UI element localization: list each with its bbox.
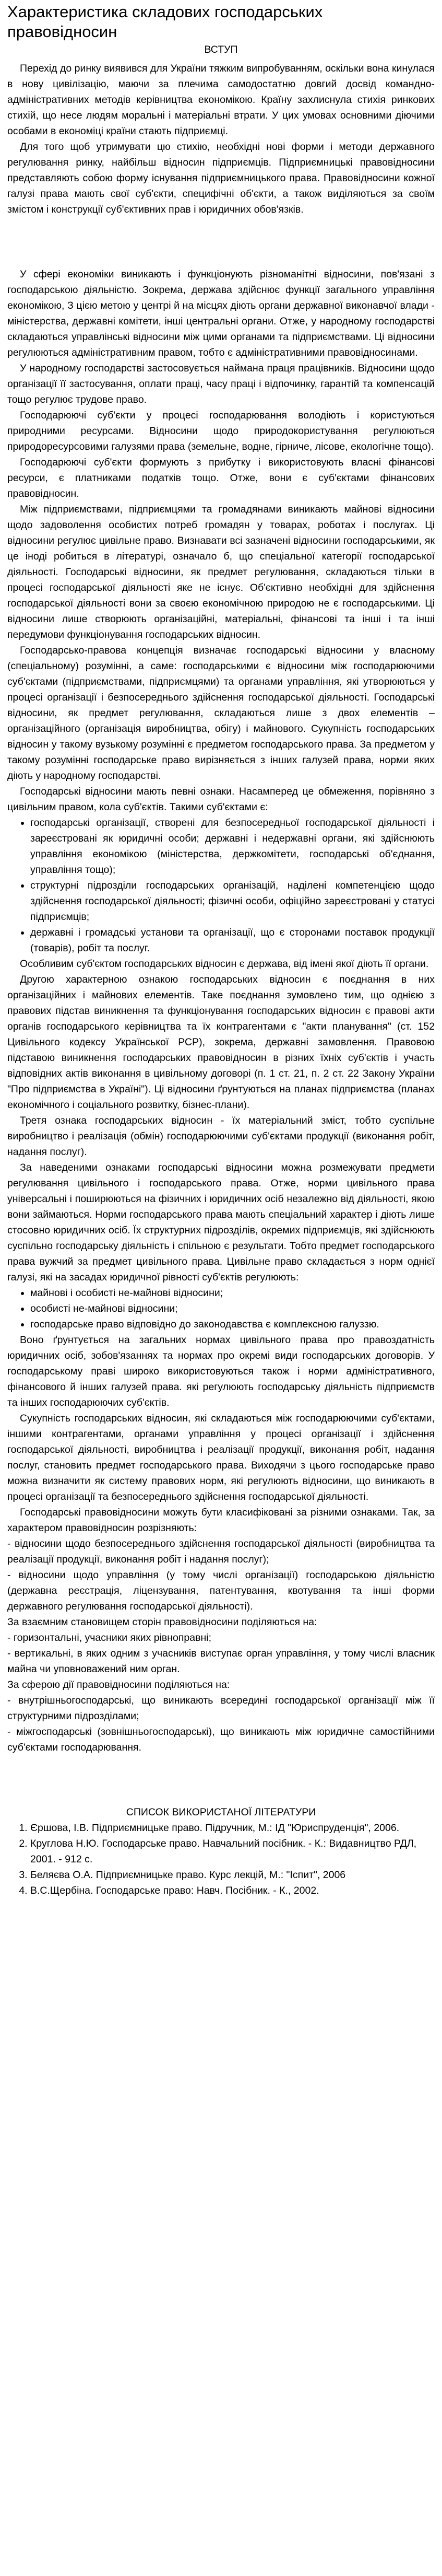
paragraph: У народному господарстві застосовується наймана праця працівників. Відносини щодо організації її застосування, оплати праці, часу праці і відпочинку, гарантій та компенсацій тощо регулює трудове право. <box>7 363 435 405</box>
paragraph: - відносини щодо безпосереднього здійснення господарської діяльності (виробництва та реалізації продукції, виконання робіт і надання послуг); <box>7 1538 435 1565</box>
paragraph: Сукупність господарських відносин, які складаються між господарюючими суб'єктами, іншими контрагентами, органами управління у процесі організації і здійснення господарської діяльності, виробництва і реалізації продукції, виконання робіт, надання послуг, становить предмет господарського права. Виходячи з цього господарське право можна визначити як систему правових норм, які регулюють відносини, що виникають в процесі організації та безпосереднього здійснення господарської діяльності. <box>7 1413 435 1502</box>
reference-item: 4. В.С.Щербіна. Господарське право: Навч. Посібник. - К., 2002. <box>30 1883 435 1898</box>
paragraph: Між підприємствами, підприємцями та громадянами виникають майнові відносини щодо задоволення особистих потреб громадян у товарах, роботах і послугах. Ці відносини регулює цивільне право. Визнавати всі зазначені відносини господарськими, як це іноді робиться в літературі, означало б, що спеціальної категорії господарської діяльності. Господарські відносини, як предмет регулювання, складаються тільки в процесі господарської діяльності яке не існує. Об'єктивно необхідні для здійснення господарської діяльності вони за своєю економічною природою не є господарськими. Ці відносини лише створюють організаційні, матеріальні, фінансові та інші і та інші передумови функціонування господарських відносин. <box>7 504 435 640</box>
paragraph: Особливим суб'єктом господарських відносин є держава, від імені якої діють її органи. <box>20 958 429 970</box>
paragraph: За сферою дії правовідносини поділяються на: <box>7 1679 230 1691</box>
paragraph: Господарські правовідносини можуть бути класифіковані за різними ознаками. Так, за характером правовідносин розрізняють: <box>7 1507 435 1534</box>
list-item: • структурні підрозділи господарських організацій, наділені компетенцією щодо здійснення господарської діяльності; фізичні особи, офіційно зареєстровані у статусі підприємців; <box>30 878 435 925</box>
list-item: • господарське право відповідно до законодавства є комплексною галуззю. <box>30 1316 435 1332</box>
paragraph: Господарсько-правова концепція визначає господарські відносини у власному (спеціальному) розумінні, а саме: господарськими є відносини між господарюючими суб'єктами (підприємствами, підприємцями) та органами управління, які утворюються у процесі організації і безпосереднього здійснення господарської діяльності. Господарські відносини, як предмет регулювання, складаються лише з двох елементів – організаційного (організація виробництва, обігу) і майнового. Сукупність господарських відносин у такому вузькому розумінні є предметом господарського права. За предметом у такому розумінні господарське право вирізняється з інших галузей права, норми яких діють у народному господарстві. <box>7 645 435 782</box>
paragraph: Господарюючі суб'єкти у процесі господарювання володіють і користуються природними ресурсами. Відносини щодо природокористування регулюються природоресурсовими галузями права (земельне, водне, гірниче, лісове, екологічне тощо). <box>7 410 435 452</box>
page-title: Характеристика складових господарських правовідносин <box>7 3 323 41</box>
paragraph: - горизонтальні, учасники яких рівноправні; <box>7 1632 211 1643</box>
paragraph: За наведеними ознаками господарські відносини можна розмежувати предмети регулювання цивільного і господарського права. Отже, норми цивільного права універсальні і поширюються на фізичних і юридичних осіб незалежно від діяльності, якою вони займаються. Норми господарського права мають спеціальний характер і діють лише стосовно юридичних осіб. Їх структурних підрозділів, окремих підприємців, які здійснюють суспільно господарську діяльність і спільною є результати. Тобто предмет господарського права вужчий за предмет цивільного права. Цивільне право складається з норм однієї галузі, які на засадах юридичної рівності суб'єктів регулюють: <box>7 1162 435 1283</box>
paragraph: - вертикальні, в яких одним з учасників виступає орган управління, у тому числі власник майна чи уповноважений ним орган. <box>7 1648 435 1675</box>
list-item: • особисті не-майнові відносини; <box>30 1301 435 1316</box>
paragraph: Господарські відносини мають певні ознаки. Насамперед це обмеження, порівняно з цивільним правом, кола суб'єктів. Такими суб'єктами є: <box>7 786 435 813</box>
list-item: • державні і громадські установи та організації, що є сторонами поставок продукції (товарів), робіт та послуг. <box>30 925 435 956</box>
paragraph: У сфері економіки виникають і функціонують різноманітні відносини, пов'язані з господарською діяльністю. Зокрема, держава здійснює функції загального управління економікою, З цією метою у центрі й на місцях діють органи державної виконавчої влади - міністерства, державні комітети, інші центральні органи. Отже, у народному господарстві складаються управлінські відносини між цими органами та підприємствами. Ці відносини регулюються адміністративним правом, тобто є адміністративними правовідносинами. <box>7 269 435 358</box>
references-list <box>7 1820 435 1898</box>
references-heading: СПИСОК ВИКОРИСТАНОЇ ЛІТЕРАТУРИ <box>126 1806 316 1818</box>
reference-item: 2. Круглова Н.Ю. Господарське право. Навчальний посібник. - К.: Видавництво РДЛ, 2001. - 912 с. <box>30 1836 435 1867</box>
reference-item: 1. Єршова, І.В. Підприємницьке право. Підручник, М.: ІД "Юриспруденція", 2006. <box>30 1820 435 1836</box>
spacer <box>7 1755 435 1804</box>
list-item: • господарські організації, створені для безпосередньої господарської діяльності і зареєстровані як юридичні особи; державні і недержавні органи, які здійснюють управління економікою (міністерства, держкомітети, господарські об'єднання, управління тощо); <box>30 815 435 878</box>
paragraph: - міжгосподарські (зовнішньогосподарські), що виникають між юридичне самостійними суб'єктами господарювання. <box>7 1726 435 1753</box>
paragraph: Другою характерною ознакою господарських відносин є поєднання в них організаційних і майнових елементів. Таке поєднання зумовлено тим, що однією з правових підстав виникнення та функціонування господарських відносин є правові акти органів господарського керівництва та їх контрагентами є "акти планування" (ст. 152 Цивільного кодексу Української РСР), зокрема, державні замовлення. Правовою підставою виникнення господарських правовідносин в різних їхніх суб'єктів і участь відповідних актів виконання в цивільному договорі (п. 1 ст. 21, п. 2 ст. 22 Закону України "Про підприємства в Україні"). Ці відносини ґрунтуються на планах підприємства (планах економічного і соціального розвитку, бізнес-плани). <box>7 974 435 1111</box>
paragraph: - відносини щодо управління (у тому числі організації) господарською діяльністю (державна реєстрація, ліцензування, патентування, квотування та інші форми державного регулювання господарської діяльності). <box>7 1569 435 1612</box>
paragraph: Воно ґрунтується на загальних нормах цивільного права про правоздатність юридичних осіб, зобов'язаннях та нормах про окремі види господарських договорів. У господарському праві широко використовуються також і норми адміністративного, фінансового й інших галузей права. які регулюють господарську діяльність підприємств та інших господарюючих суб'єктів. <box>7 1334 435 1408</box>
list-item: • майнові і особисті не-майнові відносини; <box>30 1285 435 1301</box>
section-heading-intro: ВСТУП <box>204 44 238 55</box>
paragraph: За взаємним становищем сторін правовідносини поділяються на: <box>7 1616 317 1628</box>
subjects-list <box>7 815 435 956</box>
paragraph: Перехід до ринку виявився для України тяжким випробуванням, оскільки вона кинулася в нову цивілізацію, маючи за плечима самодостатню довгий досвід командно-адміністративних методів керівництва економікою. Країну захлиснула стихія ринкових стихій, що несе людям моральні і матеріальні втрати. У цих умовах основними діючими особами в економіці країни стають підприємці. <box>7 63 435 137</box>
paragraph: Третя ознака господарських відносин - їх матеріальний зміст, тобто суспільне виробництво і реалізація (обмін) господарюючими суб'єктами продукції (виконання робіт, надання послуг). <box>7 1115 435 1158</box>
paragraph: Для того щоб утримувати цю стихію, необхідні нові форми і методи державного регулювання ринку, найбільш відносин підприємців. Підприємницькі правовідносини представляють собою форму існування підприємницького права. Правовідносини кожної галузі права мають свої суб'єкти, специфічні об'єкти, а також виділяються за своїм змістом і конструкції суб'єктивних прав і юридичних обов'язків. <box>7 141 435 215</box>
paragraph: - внутрішньогосподарські, що виникають всередині господарської організації між її структурними підрозділами; <box>7 1695 435 1722</box>
reference-item: 3. Беляєва О.А. Підприємницьке право. Курс лекцій, М.: "Іспит", 2006 <box>30 1867 435 1883</box>
paragraph: Господарюючі суб'єкти формують з прибутку і використовують власні фінансові ресурси, є платниками податків тощо. Отже, вони є суб'єктами фінансових правовідносин. <box>7 457 435 499</box>
civil-law-list <box>7 1285 435 1332</box>
spacer <box>7 217 435 266</box>
